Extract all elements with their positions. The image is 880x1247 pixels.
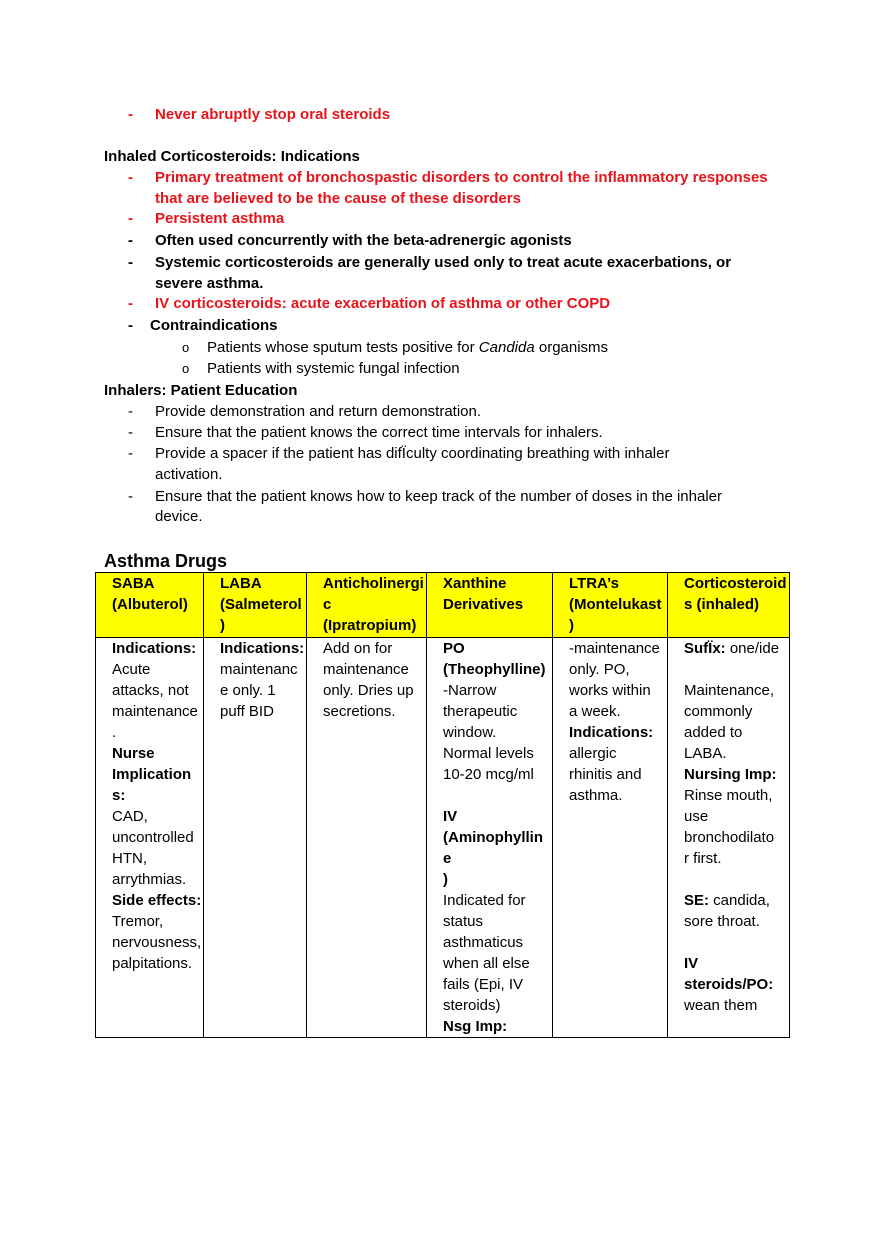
cell-line: status <box>443 913 484 930</box>
cell-line: bronchodilato <box>684 829 775 846</box>
cell-line: maintenance <box>323 661 409 678</box>
header-line: Corticosteroid <box>684 575 787 592</box>
header-line: Xanthine <box>443 575 507 592</box>
cell-line <box>684 932 788 953</box>
cell-line: HTN, <box>112 850 147 867</box>
cell-line: commonly <box>684 703 753 720</box>
cell-line: allergic <box>569 745 617 762</box>
cell-line: palpitations. <box>112 955 193 972</box>
cell-line: sore throat. <box>684 913 760 930</box>
document-page: - Never abruptly stop oral steroids Inhaled Corticosteroids: Indications - Primary treatment of bronchospastic disorders to control the inflammatory responses that are believed to be the cause of these disorders - Persistent asthma - Often used concurrently with the beta-adrenergic agonists - Systemic corticosteroids are generally used only to treat acute exacerbations, or severe asthma. - IV corticosteroids: acute exacerbation of asthma or other COPD - Contraindications o Patients whose sputum tests positive for Candida organisms o Patients with systemic fungal infection Inhalers: Patient Education - Provide demonstration and return demonstration. - Ensure that the patient knows the correct time intervals for inhalers. - Provide a spacer if the patient has difÏculty coordinating breathing with inhaler activation. - Ensure that the patient knows how to keep track of the number of doses in the inhaler device. Asthma Drugs SABA (Albuterol) LABA (Salmeterol ) Anticholinergi c (Ipratropium) Xanthine Derivatives LTRA’s (Montelukast ) Corticosteroid s (inhaled) Indications: Acute attacks, not maintenance . Nurse Implications: CAD, uncontrolled HTN, arrythmias. Side effects: Tremor, nervousness, palpitations. Indications: maintenanc e only. 1 puff BID Add on for maintenance only. Dries up secretions. PO (Theophylline) -Narrow therapeutic window. Normal levels 10-20 mcg/ml IV (Aminophylline ) Indicated for status asthmaticus when all else fails (Epi, IV steroids) Nsg Imp: -maintenance only. PO, works within a week. Indications: allergic rhinitis and asthma. SufÏx: one/ide Maintenance, commonly added to LABA. Nursing Imp: Rinse mouth, use bronchodilato r first. SE: candida, sore throat. IV steroids/PO: wean them <box>0 0 880 1247</box>
cell-line <box>684 659 788 680</box>
cell-line: Side effects: <box>112 892 202 909</box>
cell-line: SE: candida, <box>684 892 770 909</box>
cell-line: Implications: <box>112 766 192 804</box>
cell-line: IV <box>684 955 699 972</box>
cell-line: steroids/PO: <box>684 976 774 993</box>
table-row <box>96 638 790 1038</box>
cell-line: Indications: <box>569 724 654 741</box>
cell-line: ) <box>443 871 448 888</box>
cell-line: therapeutic <box>443 703 518 720</box>
cell-line: PO <box>443 640 465 657</box>
cell-line: window. <box>443 724 497 741</box>
asthma-drugs-table <box>95 572 790 1038</box>
cell-line: Rinse mouth, <box>684 787 773 804</box>
cell-line: SufÏx: one/ide <box>684 640 780 657</box>
cell-line: Nsg Imp: <box>443 1018 508 1035</box>
cell-line: . <box>112 724 117 741</box>
table-cell <box>668 638 790 1038</box>
table-cell <box>553 638 668 1038</box>
header-line: (Albuterol) <box>112 596 188 613</box>
cell-line: Maintenance, <box>684 682 775 699</box>
table-header-cell <box>307 573 427 638</box>
cell-line: 10-20 mcg/ml <box>443 766 534 783</box>
table-header-cell <box>204 573 307 638</box>
table-cell <box>427 638 553 1038</box>
table-cell <box>204 638 307 1038</box>
cell-line: (Aminophylline <box>443 829 543 867</box>
cell-line: LABA. <box>684 745 727 762</box>
header-line: ) <box>569 617 574 634</box>
header-line: Derivatives <box>443 596 524 613</box>
cell-line: CAD, <box>112 808 148 825</box>
ics-heading: Inhaled Corticosteroids: Indications <box>104 148 360 165</box>
cell-line: Indicated for <box>443 892 526 909</box>
cell-line: wean them <box>684 997 758 1014</box>
table-header-row <box>96 573 790 638</box>
cell-line: Normal levels <box>443 745 534 762</box>
table-header-cell <box>96 573 204 638</box>
header-line: LABA <box>220 575 262 592</box>
cell-line: nervousness, <box>112 934 202 951</box>
cell-line: arrythmias. <box>112 871 187 888</box>
table-title: Asthma Drugs <box>104 551 228 571</box>
cell-line: Tremor, <box>112 913 164 930</box>
cell-line: a week. <box>569 703 621 720</box>
header-line: ) <box>220 617 225 634</box>
header-line: (Montelukast <box>569 596 662 613</box>
cell-line: e only. 1 <box>220 682 276 699</box>
cell-line: when all else <box>443 955 530 972</box>
cell-line: Acute <box>112 661 151 678</box>
cell-line: asthma. <box>569 787 623 804</box>
cell-line: -Narrow <box>443 682 497 699</box>
cell-line: works within <box>569 682 651 699</box>
header-line: c <box>323 596 332 613</box>
cell-line: rhinitis and <box>569 766 642 783</box>
cell-line: Nursing Imp: <box>684 766 777 783</box>
cell-line: only. Dries up <box>323 682 414 699</box>
table-cell <box>96 638 204 1038</box>
cell-line: Add on for <box>323 640 393 657</box>
cell-line: use <box>684 808 709 825</box>
cell-line: maintenance <box>112 703 198 720</box>
cell-line <box>684 869 788 890</box>
header-line: Anticholinergi <box>323 575 424 592</box>
cell-line: secretions. <box>323 703 396 720</box>
cell-line: Nurse <box>112 745 155 762</box>
cell-line: Indications: <box>112 640 197 657</box>
header-line: SABA <box>112 575 155 592</box>
cell-line: added to <box>684 724 743 741</box>
cell-line: maintenanc <box>220 661 298 678</box>
cell-line: fails (Epi, IV <box>443 976 524 993</box>
cell-line: puff BID <box>220 703 274 720</box>
cell-line: uncontrolled <box>112 829 194 846</box>
cell-line: -maintenance <box>569 640 660 657</box>
table-cell <box>307 638 427 1038</box>
cell-line: Indications: <box>220 640 305 657</box>
header-line: (Ipratropium) <box>323 617 417 634</box>
cell-line: only. PO, <box>569 661 630 678</box>
table-header-cell <box>668 573 790 638</box>
cell-line: IV <box>443 808 458 825</box>
table-header-cell <box>553 573 668 638</box>
header-line: (Salmeterol <box>220 596 302 613</box>
header-line: s (inhaled) <box>684 596 760 613</box>
cell-line: steroids) <box>443 997 501 1014</box>
cell-line: r first. <box>684 850 722 867</box>
cell-line: (Theophylline) <box>443 661 546 678</box>
cell-line: asthmaticus <box>443 934 524 951</box>
table-header-cell <box>427 573 553 638</box>
cell-line: attacks, not <box>112 682 189 699</box>
header-line: LTRA’s <box>569 575 620 592</box>
inhalers-heading: Inhalers: Patient Education <box>104 382 298 399</box>
cell-line <box>443 785 551 806</box>
